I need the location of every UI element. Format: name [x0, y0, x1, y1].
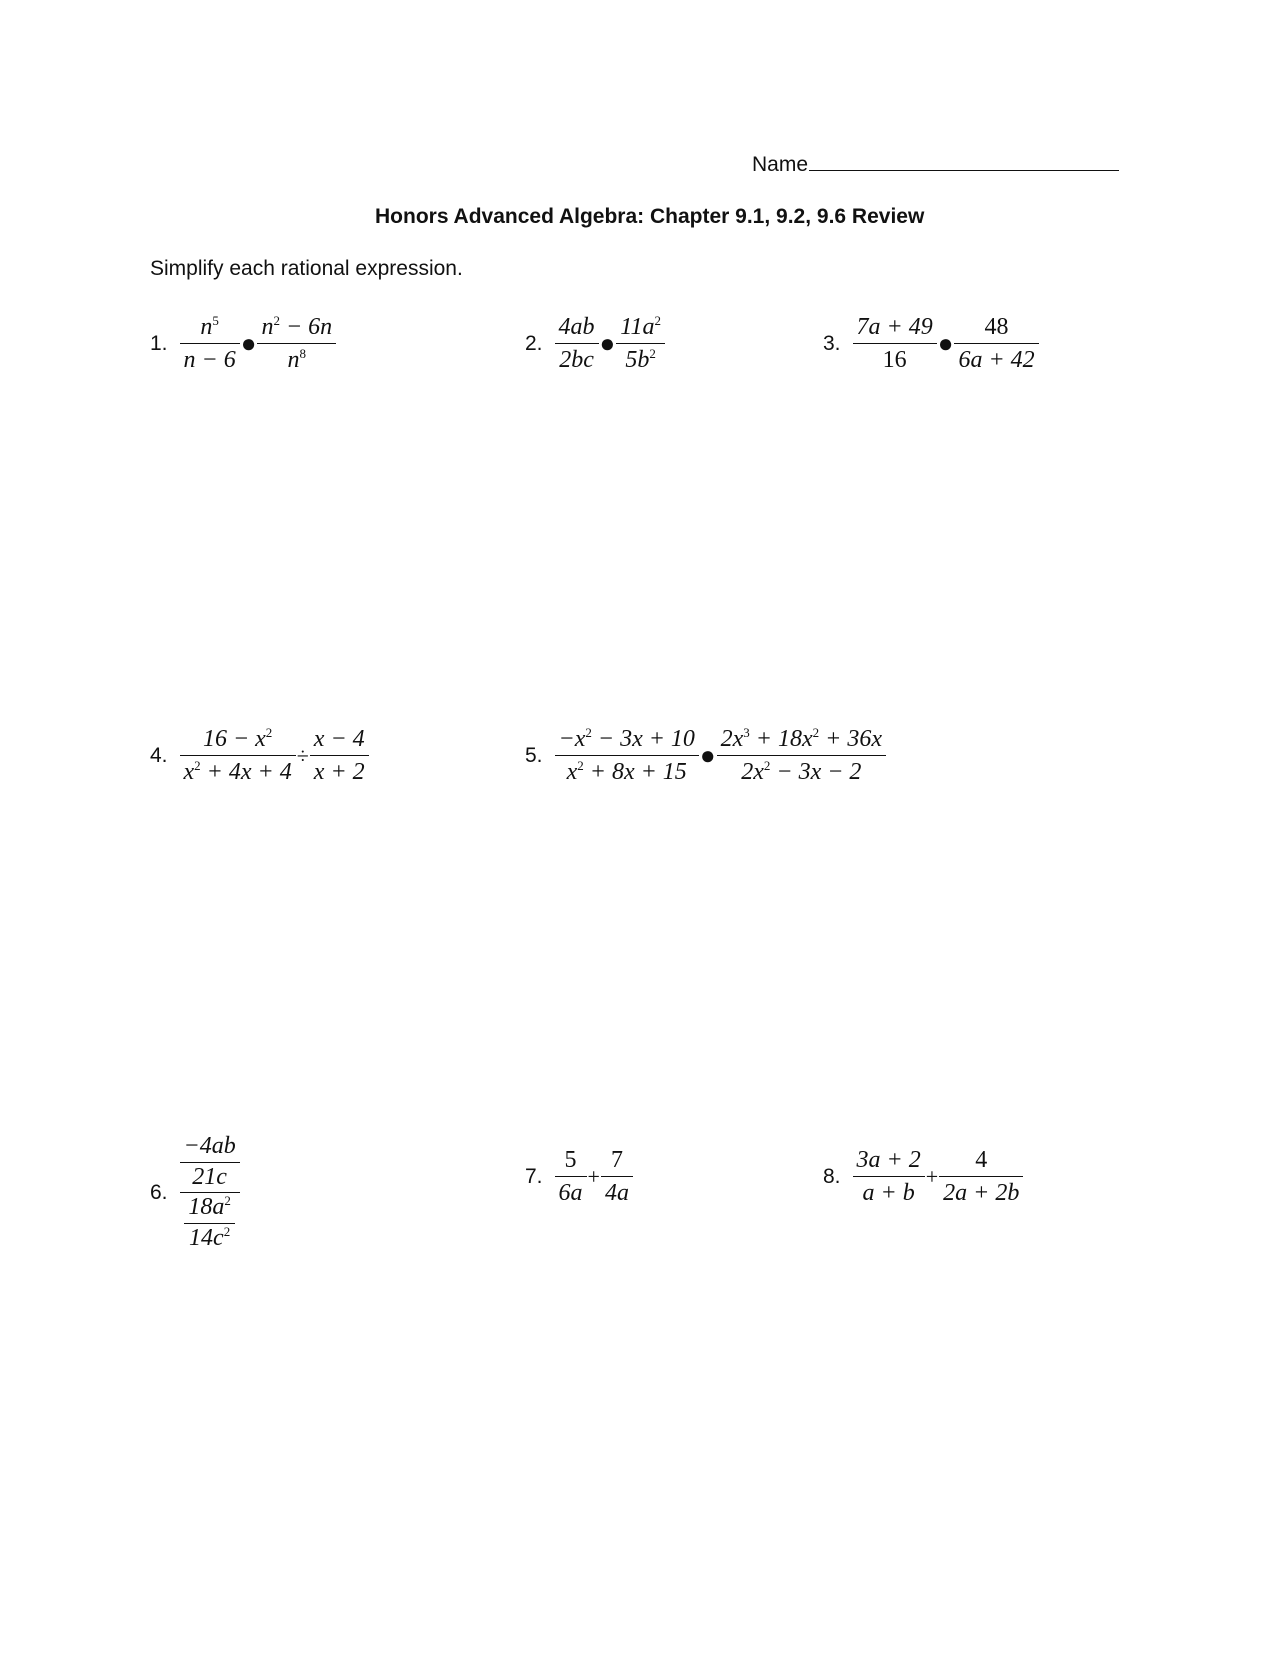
- problem-5: [525, 724, 886, 787]
- page-title: Honors Advanced Algebra: Chapter 9.1, 9.2, 9.6 Review: [375, 205, 925, 228]
- top-fraction: $\frac{-4ab}{21c}$: [180, 1133, 240, 1191]
- divide-operator: ÷: [296, 742, 309, 768]
- complex-fraction: [180, 1133, 240, 1252]
- problem-6: [150, 1133, 240, 1252]
- problem-3: [823, 312, 1039, 375]
- problem-number: 8.: [823, 1164, 841, 1188]
- plus-operator: +: [587, 1163, 600, 1189]
- problem-number: 3.: [823, 331, 841, 355]
- fraction-1: $\frac{4ab}{2bc}$: [555, 312, 599, 375]
- problem-number: 2.: [525, 331, 543, 355]
- problem-4: [150, 724, 369, 787]
- problem-number: 5.: [525, 743, 543, 767]
- fraction-2: $\frac{11a^2}{5b^2}$: [616, 312, 665, 375]
- multiply-operator: ●: [240, 328, 257, 358]
- fraction-1: $\frac{3a + 2}{a + b}$: [853, 1145, 925, 1208]
- problem-2: [525, 312, 665, 375]
- fraction-2: $\frac{2x^3 + 18x^2 + 36x}{2x^2 - 3x - 2}$: [717, 724, 886, 787]
- problem-7: [525, 1145, 633, 1208]
- name-field[interactable]: [752, 152, 1119, 177]
- multiply-operator: ●: [937, 328, 954, 358]
- fraction-1: $\frac{7a + 49}{16}$: [853, 312, 937, 375]
- problem-1: [150, 312, 336, 375]
- problem-number: 7.: [525, 1164, 543, 1188]
- fraction-1: $\frac{n^5}{n - 6}$: [180, 312, 240, 375]
- fraction-2: $\frac{n^2 - 6n}{n^8}$: [257, 312, 336, 375]
- fraction-2: $\frac{48}{6a + 42}$: [954, 312, 1038, 375]
- fraction-2: $\frac{7}{4a}$: [601, 1145, 633, 1208]
- bottom-fraction: $\frac{18a^2}{14c^2}$: [184, 1194, 235, 1252]
- problem-number: 6.: [150, 1180, 168, 1204]
- fraction-1: $\frac{-x^2 - 3x + 10}{x^2 + 8x + 15}$: [555, 724, 699, 787]
- problem-number: 4.: [150, 743, 168, 767]
- fraction-1: $\frac{5}{6a}$: [555, 1145, 587, 1208]
- multiply-operator: ●: [599, 328, 616, 358]
- fraction-1: $\frac{16 - x^2}{x^2 + 4x + 4}$: [180, 724, 296, 787]
- name-label: Name: [752, 153, 809, 176]
- problem-8: [823, 1145, 1023, 1208]
- fraction-2: $\frac{x - 4}{x + 2}$: [310, 724, 369, 787]
- problem-number: 1.: [150, 331, 168, 355]
- name-blank-line[interactable]: [809, 152, 1119, 171]
- multiply-operator: ●: [699, 740, 716, 770]
- plus-operator: +: [925, 1163, 939, 1189]
- instructions: Simplify each rational expression.: [150, 257, 463, 280]
- fraction-2: $\frac{4}{2a + 2b}$: [939, 1145, 1023, 1208]
